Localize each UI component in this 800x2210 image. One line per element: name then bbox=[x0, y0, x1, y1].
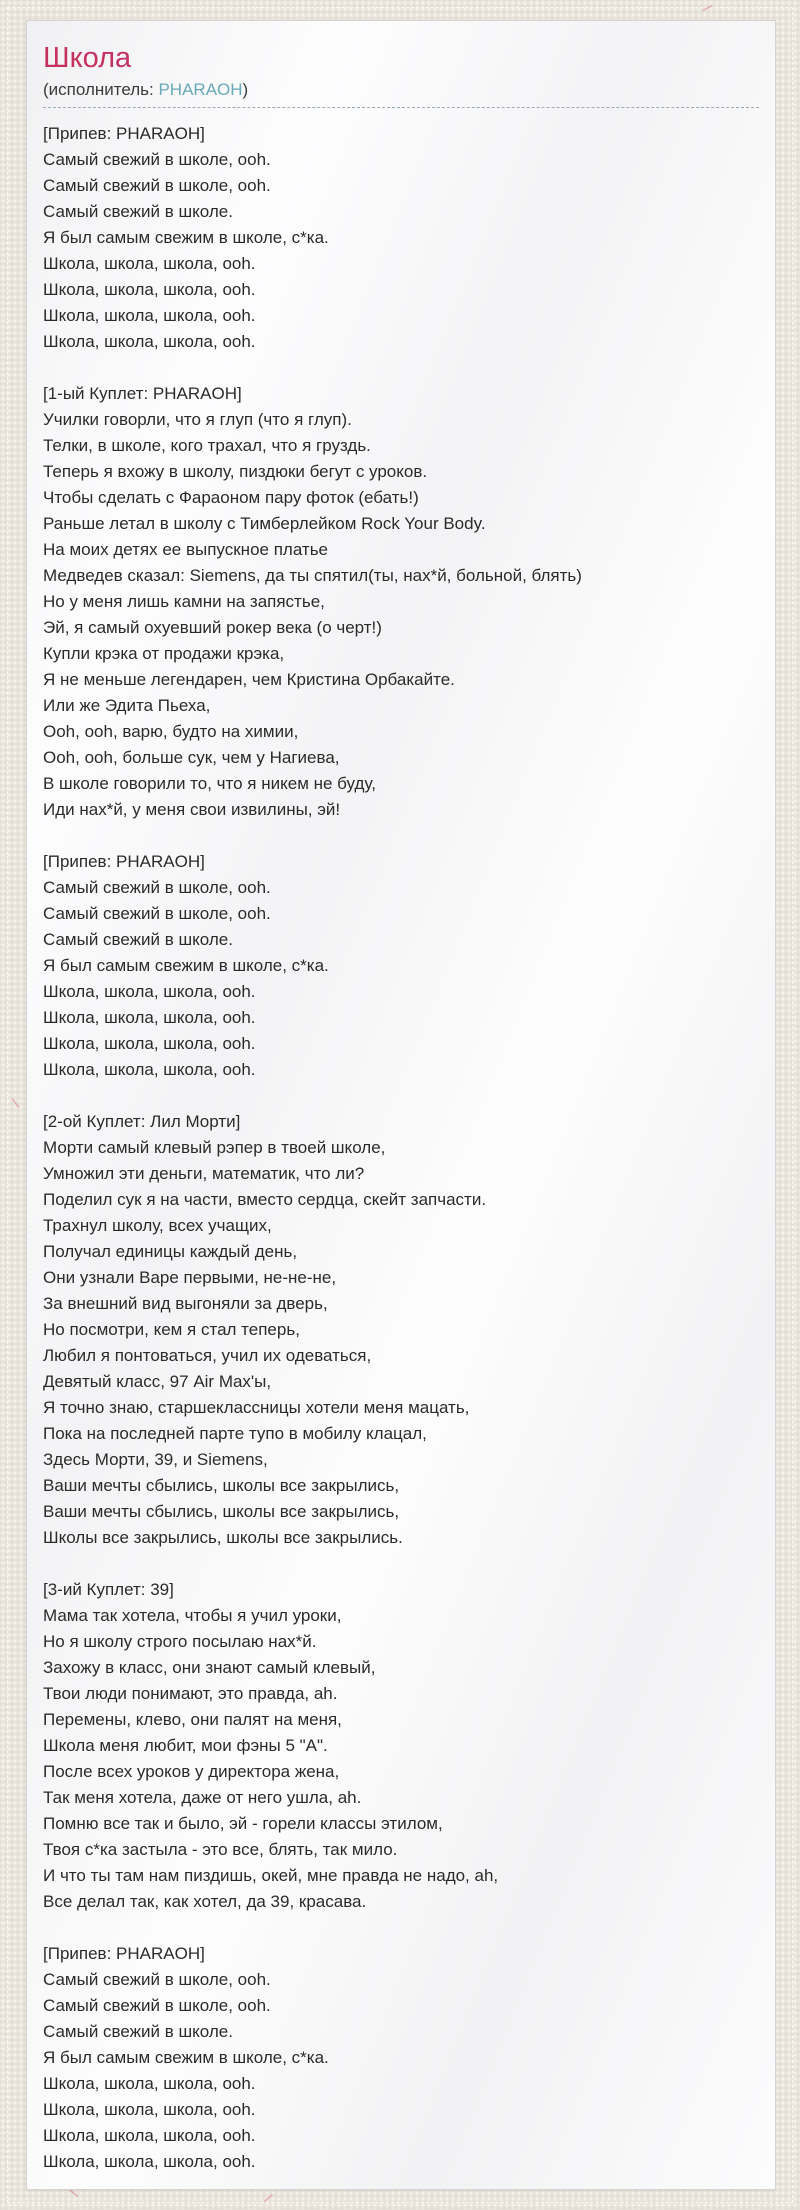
lyric-line: Самый свежий в школе. bbox=[43, 930, 233, 949]
lyrics-section bbox=[43, 381, 759, 823]
lyric-line: Самый свежий в школе, ooh. bbox=[43, 904, 271, 923]
lyric-line: Школа, школа, школа, ooh. bbox=[43, 982, 256, 1001]
lyric-line: Но я школу строго посылаю нах*й. bbox=[43, 1632, 317, 1651]
lyric-line: Раньше летал в школу с Тимберлейком Rock Your Body. bbox=[43, 514, 486, 533]
section-header: [3-ий Куплет: 39] bbox=[43, 1580, 174, 1599]
section-header: [Припев: PHARAOH] bbox=[43, 852, 205, 871]
lyric-line: Захожу в класс, они знают самый клевый, bbox=[43, 1658, 376, 1677]
lyric-line: Морти самый клевый рэпер в твоей школе, bbox=[43, 1138, 386, 1157]
lyrics-section bbox=[43, 121, 759, 355]
lyric-line: Теперь я вхожу в школу, пиздюки бегут с уроков. bbox=[43, 462, 428, 481]
lyric-line: Все делал так, как хотел, да 39, красава. bbox=[43, 1892, 367, 1911]
lyric-line: Здесь Морти, 39, и Siemens, bbox=[43, 1450, 268, 1469]
lyric-line: Перемены, клево, они палят на меня, bbox=[43, 1710, 342, 1729]
artist-suffix: ) bbox=[242, 80, 249, 99]
lyric-line: Мама так хотела, чтобы я учил уроки, bbox=[43, 1606, 342, 1625]
lyric-line: В школе говорили то, что я никем не буду, bbox=[43, 774, 376, 793]
lyric-line: Умножил эти деньги, математик, что ли? bbox=[43, 1164, 365, 1183]
lyric-line: И что ты там нам пиздишь, окей, мне правда не надо, ah, bbox=[43, 1866, 499, 1885]
lyric-line: Школа, школа, школа, ooh. bbox=[43, 2074, 256, 2093]
scratch-mark bbox=[702, 5, 713, 12]
lyric-line: Я был самым свежим в школе, с*ка. bbox=[43, 956, 329, 975]
lyric-line: Школа, школа, школа, ooh. bbox=[43, 306, 256, 325]
lyric-line: Самый свежий в школе, ooh. bbox=[43, 878, 271, 897]
lyric-line: Школа, школа, школа, ooh. bbox=[43, 1008, 256, 1027]
artist-row bbox=[43, 78, 759, 108]
lyric-line: Школа, школа, школа, ooh. bbox=[43, 2100, 256, 2119]
lyric-line: Самый свежий в школе. bbox=[43, 202, 233, 221]
lyric-line: Твоя с*ка застыла - это все, блять, так мило. bbox=[43, 1840, 398, 1859]
lyric-line: Чтобы сделать с Фараоном пару фоток (ебать!) bbox=[43, 488, 419, 507]
artist-prefix: (исполнитель: bbox=[43, 80, 159, 99]
lyric-line: Я не меньше легендарен, чем Кристина Орбакайте. bbox=[43, 670, 455, 689]
lyric-line: Школа, школа, школа, ooh. bbox=[43, 2126, 256, 2145]
scratch-mark bbox=[69, 2189, 79, 2197]
lyric-line: Помню все так и было, эй - горели классы этилом, bbox=[43, 1814, 443, 1833]
lyric-line: Школы все закрылись, школы все закрылись. bbox=[43, 1528, 403, 1547]
lyrics-section bbox=[43, 1577, 759, 1915]
lyric-line: Или же Эдита Пьеха, bbox=[43, 696, 211, 715]
lyric-line: Школа, школа, школа, ooh. bbox=[43, 254, 256, 273]
lyric-line: Я был самым свежим в школе, с*ка. bbox=[43, 228, 329, 247]
page-title: Школа bbox=[43, 42, 132, 74]
lyric-line: Школа, школа, школа, ooh. bbox=[43, 1034, 256, 1053]
lyric-line: Эй, я самый охуевший рокер века (о черт!) bbox=[43, 618, 382, 637]
lyric-line: Так меня хотела, даже от него ушла, ah. bbox=[43, 1788, 362, 1807]
lyric-line: Девятый класс, 97 Air Max'ы, bbox=[43, 1372, 272, 1391]
lyric-line: Школа, школа, школа, ooh. bbox=[43, 2152, 256, 2171]
lyric-line: Самый свежий в школе, ooh. bbox=[43, 150, 271, 169]
lyric-line: Школа, школа, школа, ooh. bbox=[43, 280, 256, 299]
lyric-line: Получал единицы каждый день, bbox=[43, 1242, 298, 1261]
lyric-line: Поделил сук я на части, вместо сердца, скейт запчасти. bbox=[43, 1190, 487, 1209]
lyric-line: Самый свежий в школе. bbox=[43, 2022, 233, 2041]
lyric-line: После всех уроков у директора жена, bbox=[43, 1762, 340, 1781]
lyric-line: Они узнали Варе первыми, не-не-не, bbox=[43, 1268, 337, 1287]
lyric-line: Но у меня лишь камни на запястье, bbox=[43, 592, 325, 611]
lyric-line: Я точно знаю, старшеклассницы хотели меня мацать, bbox=[43, 1398, 470, 1417]
lyric-line: Ваши мечты сбылись, школы все закрылись, bbox=[43, 1502, 400, 1521]
lyric-line: Ooh, ooh, варю, будто на химии, bbox=[43, 722, 299, 741]
lyrics-card bbox=[26, 20, 776, 2190]
lyric-line: Пока на последней парте тупо в мобилу клацал, bbox=[43, 1424, 427, 1443]
lyric-line: Самый свежий в школе, ooh. bbox=[43, 176, 271, 195]
lyric-line: Телки, в школе, кого трахал, что я груздь. bbox=[43, 436, 371, 455]
lyric-line: Медведев сказал: Siemens, да ты спятил(ты, нах*й, больной, блять) bbox=[43, 566, 582, 585]
lyric-line: Но посмотри, кем я стал теперь, bbox=[43, 1320, 300, 1339]
lyric-line: Иди нах*й, у меня свои извилины, эй! bbox=[43, 800, 341, 819]
lyric-line: На моих детях ее выпускное платье bbox=[43, 540, 328, 559]
lyric-line: Училки говорли, что я глуп (что я глуп). bbox=[43, 410, 352, 429]
lyric-line: Школа, школа, школа, ooh. bbox=[43, 1060, 256, 1079]
scratch-mark bbox=[264, 2194, 274, 2203]
lyrics-section bbox=[43, 1109, 759, 1551]
section-header: [2-ой Куплет: Лил Морти] bbox=[43, 1112, 241, 1131]
section-header: [Припев: PHARAOH] bbox=[43, 124, 205, 143]
lyrics bbox=[43, 121, 759, 2175]
lyric-line: Самый свежий в школе, ooh. bbox=[43, 1996, 271, 2015]
lyrics-section bbox=[43, 1941, 759, 2175]
lyric-line: Школа меня любит, мои фэны 5 "А". bbox=[43, 1736, 328, 1755]
lyric-line: Купли крэка от продажи крэка, bbox=[43, 644, 285, 663]
lyric-line: Ooh, ooh, больше сук, чем у Нагиева, bbox=[43, 748, 340, 767]
lyric-line: Самый свежий в школе, ooh. bbox=[43, 1970, 271, 1989]
artist-link[interactable]: PHARAOH bbox=[158, 80, 243, 99]
lyric-line: Любил я понтоваться, учил их одеваться, bbox=[43, 1346, 372, 1365]
lyrics-section bbox=[43, 849, 759, 1083]
lyric-line: Школа, школа, школа, ooh. bbox=[43, 332, 256, 351]
scratch-mark bbox=[11, 1098, 19, 1108]
lyric-line: Я был самым свежим в школе, с*ка. bbox=[43, 2048, 329, 2067]
lyric-line: Твои люди понимают, это правда, ah. bbox=[43, 1684, 338, 1703]
lyric-line: Ваши мечты сбылись, школы все закрылись, bbox=[43, 1476, 400, 1495]
lyric-line: За внешний вид выгоняли за дверь, bbox=[43, 1294, 328, 1313]
section-header: [Припев: PHARAOH] bbox=[43, 1944, 205, 1963]
section-header: [1-ый Куплет: PHARAOH] bbox=[43, 384, 242, 403]
lyric-line: Трахнул школу, всех учащих, bbox=[43, 1216, 272, 1235]
